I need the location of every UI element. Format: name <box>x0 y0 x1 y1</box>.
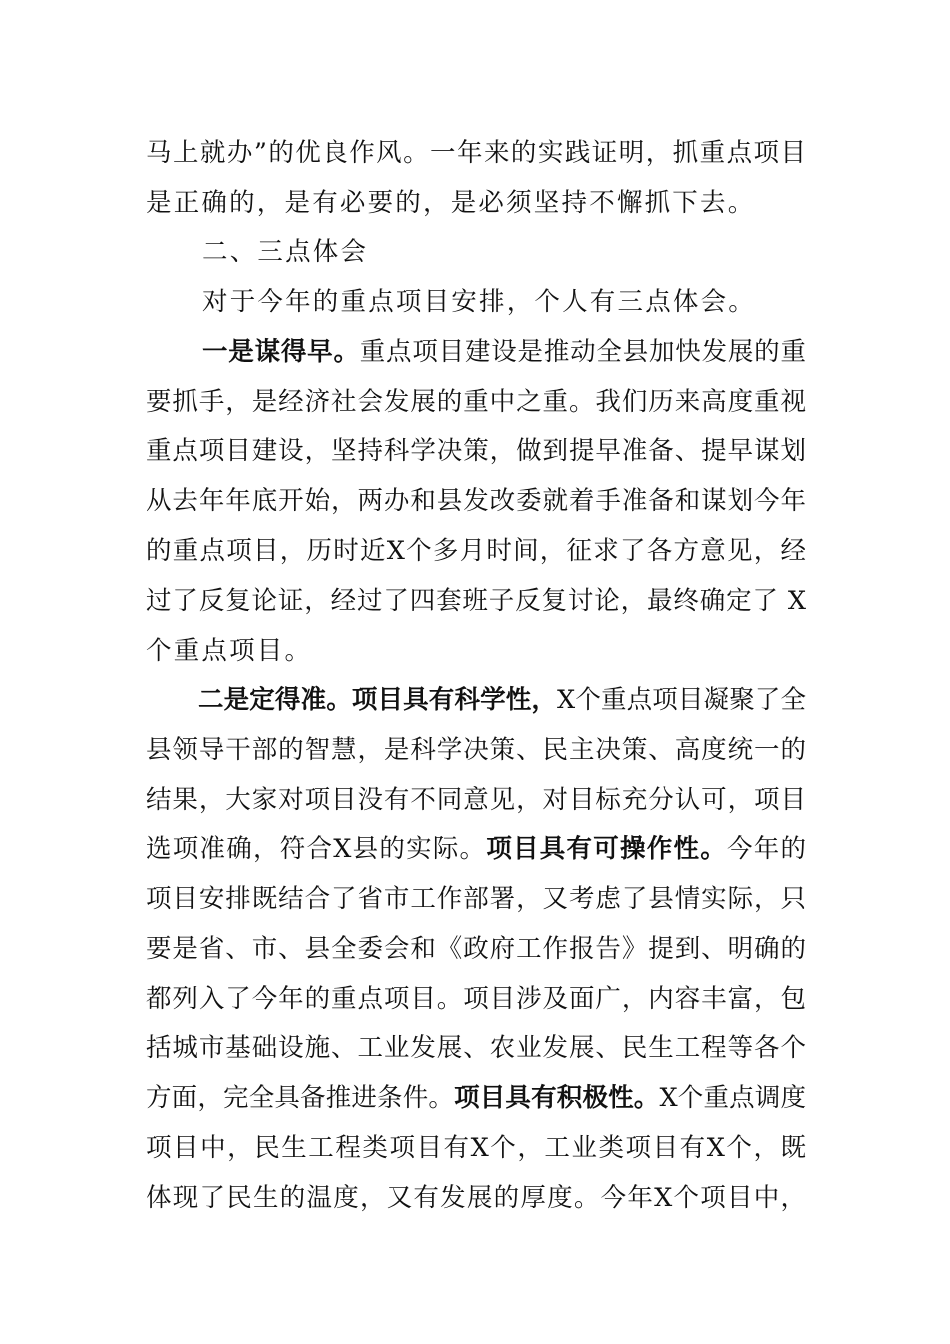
line-text: X个重点项目凝聚了全 <box>557 685 806 715</box>
paragraph-line: 项目中，民生工程类项目有X个，工业类项目有X个，既 <box>146 1133 806 1163</box>
paragraph-line: 重点项目建设，坚持科学决策，做到提早准备、提早谋划 <box>146 436 806 466</box>
paragraph-line: 结果，大家对项目没有不同意见，对目标充分认可，项目 <box>146 785 806 815</box>
point-heading: 二是定得准。项目具有科学性， <box>198 685 558 715</box>
line-text: X个重点调度 <box>659 1083 806 1113</box>
paragraph-line <box>202 335 806 369</box>
paragraph-line: 县领导干部的智慧，是科学决策、民主决策、高度统一的 <box>146 735 806 765</box>
paragraph-line: 要是省、市、县全委会和《政府工作报告》提到、明确的 <box>146 934 806 964</box>
line-text: 重点项目建设是推动全县加快发展的重 <box>359 337 806 367</box>
line-text: 今年的 <box>727 834 806 864</box>
paragraph-line: 体现了民生的温度，又有发展的厚度。今年X个项目中， <box>146 1183 806 1213</box>
paragraph-line: 项目安排既结合了省市工作部署，又考虑了县情实际，只 <box>146 884 806 914</box>
point-subheading: 项目具有积极性。 <box>454 1083 660 1113</box>
paragraph-line: 是正确的，是有必要的，是必须坚持不懈抓下去。 <box>146 188 756 218</box>
paragraph-line: 都列入了今年的重点项目。项目涉及面广，内容丰富，包 <box>146 984 806 1014</box>
point-heading: 一是谋得早。 <box>202 337 360 367</box>
paragraph-line: 个重点项目。 <box>146 636 313 666</box>
line-text: 方面，完全具备推进条件。 <box>146 1083 455 1113</box>
point-subheading: 项目具有可操作性。 <box>486 834 727 864</box>
paragraph-line <box>146 1081 806 1115</box>
paragraph-line <box>146 832 806 866</box>
paragraph-line: 括城市基础设施、工业发展、农业发展、民生工程等各个 <box>146 1033 806 1063</box>
paragraph-line <box>198 683 806 717</box>
paragraph-line: 从去年年底开始，两办和县发改委就着手准备和谋划今年 <box>146 486 806 516</box>
paragraph-line: 马上就办”的优良作风。一年来的实践证明，抓重点项目 <box>146 138 806 168</box>
paragraph-line: 的重点项目，历时近X个多月时间，征求了各方意见，经 <box>146 536 806 566</box>
paragraph-line: 要抓手，是经济社会发展的重中之重。我们历来高度重视 <box>146 387 806 417</box>
section-heading: 二、三点体会 <box>202 237 369 267</box>
paragraph-line: 对于今年的重点项目安排，个人有三点体会。 <box>202 287 757 317</box>
paragraph-line: 过了反复论证，经过了四套班子反复讨论，最终确定了 X <box>146 586 806 616</box>
line-text: 选项准确，符合X县的实际。 <box>146 834 487 864</box>
